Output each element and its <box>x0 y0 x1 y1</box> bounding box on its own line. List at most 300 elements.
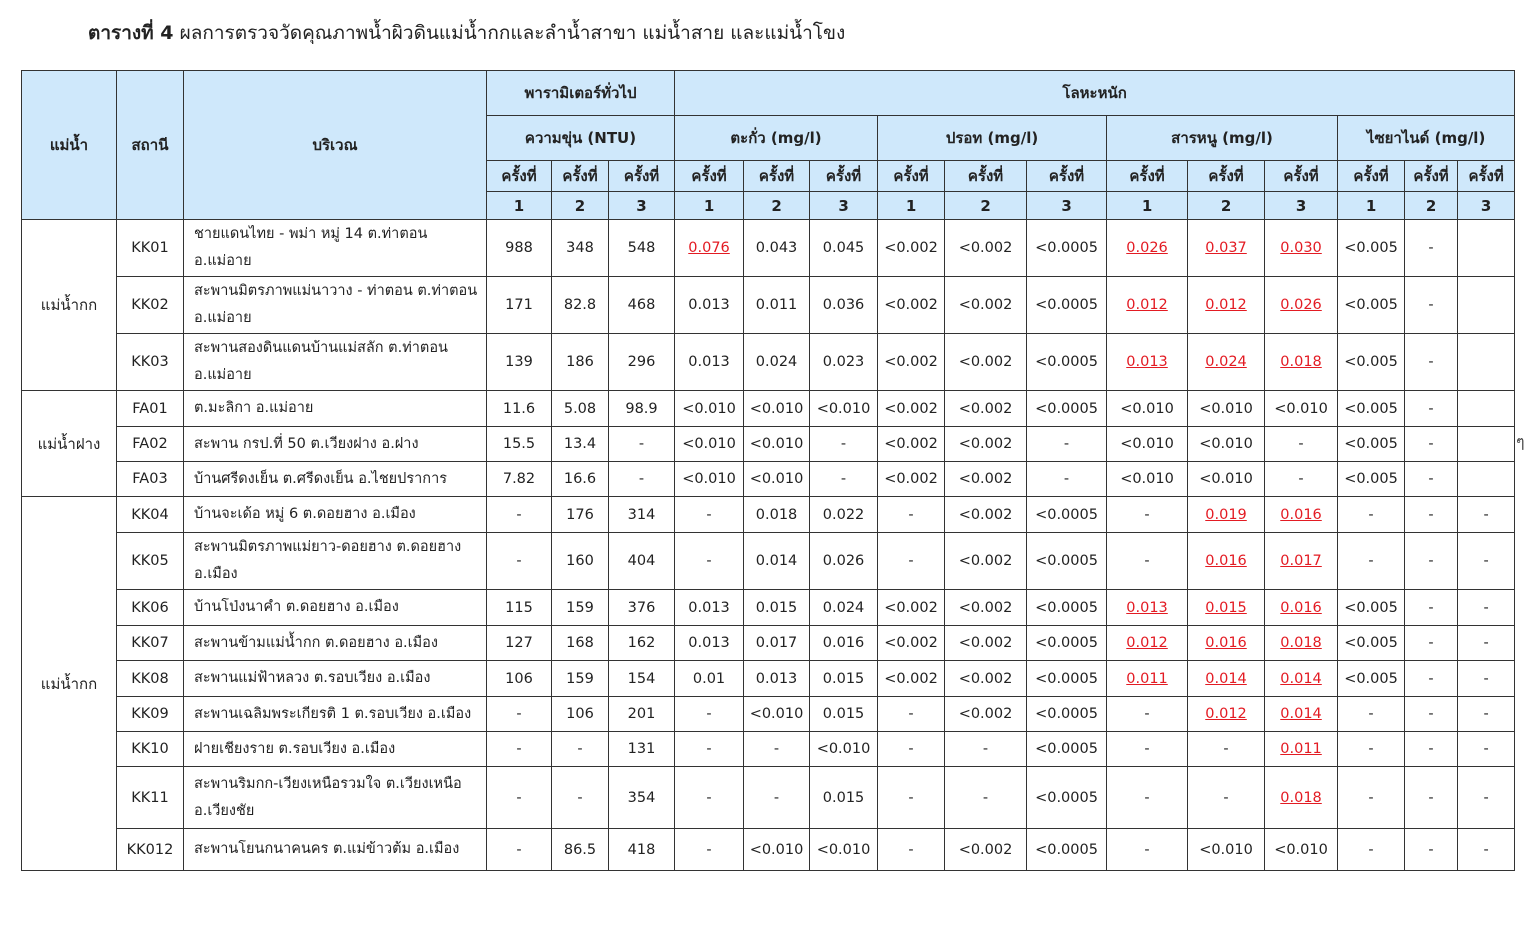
station-cell: KK03 <box>117 334 184 391</box>
header-heavy-metals: โลหะหนัก <box>675 71 1515 116</box>
value-cell: 0.024 <box>810 590 878 626</box>
value-cell: - <box>1107 732 1188 767</box>
caption-text: ผลการตรวจวัดคุณภาพน้ำผิวดินแม่น้ำกกและลำน้ำสาขา แม่น้ำสาย และแม่น้ำโขง <box>179 22 846 44</box>
value-cell: 176 <box>552 497 609 533</box>
value-cell: 0.017 <box>744 626 810 661</box>
table-row <box>22 533 1515 590</box>
round-label: ครั้งที่ <box>1027 161 1107 192</box>
table-row <box>22 626 1515 661</box>
value-cell: - <box>945 732 1027 767</box>
station-cell: KK10 <box>117 732 184 767</box>
value-cell: <0.002 <box>945 533 1027 590</box>
value-cell: 98.9 <box>609 391 675 427</box>
exceeding-value: 0.018 <box>1280 789 1322 806</box>
value-cell: <0.002 <box>945 277 1027 334</box>
value-cell: <0.0005 <box>1027 334 1107 391</box>
value-cell: - <box>1027 462 1107 497</box>
round-number: 1 <box>675 192 744 220</box>
round-number: 2 <box>552 192 609 220</box>
value-cell: 348 <box>552 220 609 277</box>
value-cell: - <box>1405 661 1458 697</box>
value-cell: - <box>1107 767 1188 829</box>
value-cell: - <box>1458 767 1515 829</box>
value-cell: <0.0005 <box>1027 829 1107 871</box>
value-cell: <0.0005 <box>1027 767 1107 829</box>
results-table <box>21 70 1515 871</box>
area-cell: ต.มะลิกา อ.แม่อาย <box>184 391 487 427</box>
value-cell: 0.013 <box>675 334 744 391</box>
value-cell: 11.6 <box>487 391 552 427</box>
value-cell: <0.0005 <box>1027 661 1107 697</box>
value-cell: <0.002 <box>945 626 1027 661</box>
value-cell: 0.026 <box>810 533 878 590</box>
value-cell: - <box>1458 661 1515 697</box>
round-number: 2 <box>945 192 1027 220</box>
value-cell: 127 <box>487 626 552 661</box>
value-cell: <0.002 <box>878 334 945 391</box>
value-cell: <0.002 <box>945 462 1027 497</box>
round-label: ครั้งที่ <box>1405 161 1458 192</box>
value-cell: 0.015 <box>810 697 878 732</box>
value-cell-exceeding <box>1265 590 1338 626</box>
value-cell: 0.022 <box>810 497 878 533</box>
value-cell-exceeding <box>1188 697 1265 732</box>
value-cell: <0.002 <box>878 462 945 497</box>
value-cell: <0.002 <box>945 334 1027 391</box>
value-cell: - <box>675 697 744 732</box>
value-cell: 376 <box>609 590 675 626</box>
round-number: 3 <box>1458 192 1515 220</box>
value-cell: 0.015 <box>744 590 810 626</box>
value-cell: - <box>675 767 744 829</box>
value-cell: <0.002 <box>878 220 945 277</box>
value-cell-exceeding <box>1107 277 1188 334</box>
table-row <box>22 697 1515 732</box>
value-cell: - <box>609 462 675 497</box>
value-cell: - <box>1405 590 1458 626</box>
round-number: 3 <box>1265 192 1338 220</box>
table-row <box>22 497 1515 533</box>
value-cell: <0.010 <box>1107 427 1188 462</box>
value-cell-exceeding <box>1265 767 1338 829</box>
station-cell: FA02 <box>117 427 184 462</box>
value-cell: <0.002 <box>945 829 1027 871</box>
exceeding-value: 0.017 <box>1280 553 1322 569</box>
value-cell: <0.002 <box>945 497 1027 533</box>
area-cell: สะพานข้ามแม่น้ำกก ต.ดอยฮาง อ.เมือง <box>184 626 487 661</box>
exceeding-value: 0.037 <box>1205 240 1247 256</box>
value-cell: <0.002 <box>878 277 945 334</box>
value-cell-exceeding <box>1107 590 1188 626</box>
value-cell: <0.010 <box>1107 391 1188 427</box>
station-cell: KK02 <box>117 277 184 334</box>
exceeding-value: 0.016 <box>1205 635 1247 651</box>
value-cell-exceeding <box>1188 661 1265 697</box>
value-cell: - <box>878 533 945 590</box>
value-cell: <0.002 <box>945 220 1027 277</box>
value-cell: <0.010 <box>1188 427 1265 462</box>
value-cell: 418 <box>609 829 675 871</box>
value-cell <box>1458 334 1515 391</box>
value-cell: - <box>487 767 552 829</box>
value-cell: 0.015 <box>810 661 878 697</box>
table-row <box>22 661 1515 697</box>
exceeding-value: 0.014 <box>1280 706 1322 722</box>
area-cell: บ้านจะเด้อ หมู่ 6 ต.ดอยฮาง อ.เมือง <box>184 497 487 533</box>
value-cell-exceeding <box>1265 626 1338 661</box>
round-label: ครั้งที่ <box>1188 161 1265 192</box>
header-river: แม่น้ำ <box>22 71 117 220</box>
area-cell: บ้านโป่งนาคำ ต.ดอยฮาง อ.เมือง <box>184 590 487 626</box>
value-cell: 0.043 <box>744 220 810 277</box>
value-cell: - <box>1027 427 1107 462</box>
value-cell: <0.010 <box>675 427 744 462</box>
value-cell: <0.005 <box>1338 427 1405 462</box>
value-cell: - <box>744 732 810 767</box>
exceeding-value: 0.018 <box>1280 354 1322 370</box>
value-cell-exceeding <box>1107 626 1188 661</box>
round-label: ครั้งที่ <box>552 161 609 192</box>
round-label: ครั้งที่ <box>1265 161 1338 192</box>
station-cell: KK07 <box>117 626 184 661</box>
value-cell <box>1458 427 1515 462</box>
value-cell: <0.010 <box>744 697 810 732</box>
side-mark: ๆ <box>1516 432 1525 451</box>
value-cell: <0.010 <box>1107 462 1188 497</box>
value-cell: 0.014 <box>744 533 810 590</box>
table-body <box>22 220 1515 871</box>
value-cell: <0.002 <box>945 427 1027 462</box>
value-cell-exceeding <box>1188 533 1265 590</box>
value-cell: 159 <box>552 661 609 697</box>
value-cell: 171 <box>487 277 552 334</box>
value-cell: - <box>1107 533 1188 590</box>
value-cell: <0.0005 <box>1027 533 1107 590</box>
table-caption <box>88 18 845 48</box>
value-cell-exceeding <box>1265 533 1338 590</box>
value-cell: 548 <box>609 220 675 277</box>
value-cell <box>1458 462 1515 497</box>
value-cell: 0.036 <box>810 277 878 334</box>
area-cell: สะพานโยนกนาคนคร ต.แม่ข้าวต้ม อ.เมือง <box>184 829 487 871</box>
round-number: 3 <box>810 192 878 220</box>
value-cell: - <box>675 732 744 767</box>
area-cell: สะพานสองดินแดนบ้านแม่สลัก ต.ท่าตอน อ.แม่อาย <box>184 334 487 391</box>
value-cell: 168 <box>552 626 609 661</box>
value-cell: - <box>1405 391 1458 427</box>
round-number: 2 <box>744 192 810 220</box>
area-cell: สะพานเฉลิมพระเกียรติ 1 ต.รอบเวียง อ.เมือง <box>184 697 487 732</box>
value-cell: - <box>1338 732 1405 767</box>
value-cell: <0.002 <box>878 626 945 661</box>
header-area: บริเวณ <box>184 71 487 220</box>
value-cell: - <box>487 497 552 533</box>
value-cell: <0.0005 <box>1027 497 1107 533</box>
table-row <box>22 334 1515 391</box>
exceeding-value: 0.011 <box>1126 670 1168 687</box>
value-cell: <0.010 <box>810 391 878 427</box>
exceeding-value: 0.012 <box>1205 706 1247 722</box>
value-cell: 988 <box>487 220 552 277</box>
value-cell: - <box>1338 497 1405 533</box>
value-cell-exceeding <box>1265 220 1338 277</box>
area-cell: สะพานแม่ฟ้าหลวง ต.รอบเวียง อ.เมือง <box>184 661 487 697</box>
value-cell: <0.0005 <box>1027 590 1107 626</box>
exceeding-value: 0.016 <box>1280 599 1322 616</box>
exceeding-value: 0.015 <box>1205 599 1247 616</box>
value-cell: - <box>1338 767 1405 829</box>
value-cell: <0.005 <box>1338 220 1405 277</box>
header-lead: ตะกั่ว (mg/l) <box>675 116 878 161</box>
value-cell: - <box>552 767 609 829</box>
area-cell: สะพานมิตรภาพแม่ยาว-ดอยฮาง ต.ดอยฮาง อ.เมือง <box>184 533 487 590</box>
value-cell: <0.010 <box>744 427 810 462</box>
value-cell: 5.08 <box>552 391 609 427</box>
value-cell-exceeding <box>1265 277 1338 334</box>
value-cell: - <box>1405 497 1458 533</box>
value-cell: - <box>810 427 878 462</box>
value-cell: - <box>1458 829 1515 871</box>
value-cell-exceeding <box>1265 697 1338 732</box>
value-cell: - <box>1188 732 1265 767</box>
value-cell-exceeding <box>675 220 744 277</box>
area-cell: สะพานมิตรภาพแม่นาวาง - ท่าตอน ต.ท่าตอน อ.แม่อาย <box>184 277 487 334</box>
station-cell: KK06 <box>117 590 184 626</box>
station-cell: KK05 <box>117 533 184 590</box>
exceeding-value: 0.011 <box>1280 741 1322 757</box>
value-cell: - <box>878 767 945 829</box>
value-cell: - <box>552 732 609 767</box>
round-label: ครั้งที่ <box>945 161 1027 192</box>
value-cell: - <box>878 697 945 732</box>
value-cell: <0.002 <box>878 590 945 626</box>
value-cell: - <box>1458 497 1515 533</box>
table-header <box>22 71 1515 220</box>
value-cell-exceeding <box>1107 220 1188 277</box>
value-cell: - <box>1265 462 1338 497</box>
value-cell: - <box>878 497 945 533</box>
river-name-cell: แม่น้ำกก <box>22 220 117 391</box>
area-cell: สะพาน กรป.ที่ 50 ต.เวียงฝาง อ.ฝาง <box>184 427 487 462</box>
value-cell: <0.010 <box>675 462 744 497</box>
exceeding-value: 0.030 <box>1280 240 1322 256</box>
value-cell: - <box>487 829 552 871</box>
value-cell: 0.016 <box>810 626 878 661</box>
table-row <box>22 829 1515 871</box>
exceeding-value: 0.019 <box>1205 506 1247 523</box>
value-cell: - <box>810 462 878 497</box>
value-cell: 296 <box>609 334 675 391</box>
value-cell: - <box>675 533 744 590</box>
value-cell: 15.5 <box>487 427 552 462</box>
value-cell: 186 <box>552 334 609 391</box>
value-cell: <0.010 <box>1265 829 1338 871</box>
value-cell <box>1458 391 1515 427</box>
value-cell: <0.002 <box>945 391 1027 427</box>
value-cell: - <box>609 427 675 462</box>
value-cell: - <box>487 533 552 590</box>
value-cell: 0.015 <box>810 767 878 829</box>
value-cell: - <box>1405 220 1458 277</box>
value-cell: <0.002 <box>878 391 945 427</box>
value-cell: <0.005 <box>1338 626 1405 661</box>
value-cell: <0.005 <box>1338 277 1405 334</box>
value-cell: - <box>1338 533 1405 590</box>
value-cell: <0.010 <box>744 462 810 497</box>
exceeding-value: 0.026 <box>1280 297 1322 313</box>
value-cell-exceeding <box>1265 497 1338 533</box>
exceeding-value: 0.012 <box>1126 635 1168 651</box>
value-cell: <0.005 <box>1338 661 1405 697</box>
exceeding-value: 0.016 <box>1205 553 1247 569</box>
value-cell: <0.0005 <box>1027 277 1107 334</box>
value-cell: 0.013 <box>675 277 744 334</box>
value-cell-exceeding <box>1265 334 1338 391</box>
value-cell-exceeding <box>1265 732 1338 767</box>
value-cell: 0.01 <box>675 661 744 697</box>
value-cell: 7.82 <box>487 462 552 497</box>
round-label: ครั้งที่ <box>609 161 675 192</box>
exceeding-value: 0.024 <box>1205 354 1247 370</box>
round-number: 1 <box>878 192 945 220</box>
value-cell: <0.005 <box>1338 391 1405 427</box>
value-cell: <0.010 <box>744 829 810 871</box>
exceeding-value: 0.012 <box>1126 297 1168 313</box>
value-cell: <0.010 <box>1188 829 1265 871</box>
value-cell: 0.011 <box>744 277 810 334</box>
value-cell <box>1458 277 1515 334</box>
value-cell: - <box>1107 829 1188 871</box>
exceeding-value: 0.012 <box>1205 297 1247 313</box>
area-cell: ชายแดนไทย - พม่า หมู่ 14 ต.ท่าตอน อ.แม่อาย <box>184 220 487 277</box>
value-cell: - <box>878 732 945 767</box>
value-cell: - <box>487 697 552 732</box>
value-cell: <0.010 <box>810 732 878 767</box>
value-cell: 159 <box>552 590 609 626</box>
round-number: 1 <box>1338 192 1405 220</box>
value-cell: - <box>1338 697 1405 732</box>
value-cell: - <box>1107 497 1188 533</box>
station-cell: KK09 <box>117 697 184 732</box>
value-cell: <0.0005 <box>1027 220 1107 277</box>
value-cell: 13.4 <box>552 427 609 462</box>
station-cell: KK01 <box>117 220 184 277</box>
value-cell: - <box>945 767 1027 829</box>
header-mercury: ปรอท (mg/l) <box>878 116 1107 161</box>
round-label: ครั้งที่ <box>487 161 552 192</box>
value-cell: 162 <box>609 626 675 661</box>
value-cell: - <box>1405 334 1458 391</box>
value-cell: - <box>1405 533 1458 590</box>
value-cell: - <box>1458 590 1515 626</box>
round-number: 1 <box>487 192 552 220</box>
value-cell: 16.6 <box>552 462 609 497</box>
value-cell: <0.010 <box>675 391 744 427</box>
value-cell: 82.8 <box>552 277 609 334</box>
station-cell: KK04 <box>117 497 184 533</box>
value-cell-exceeding <box>1188 220 1265 277</box>
station-cell: KK012 <box>117 829 184 871</box>
value-cell: <0.002 <box>945 590 1027 626</box>
area-cell: สะพานริมกก-เวียงเหนือรวมใจ ต.เวียงเหนือ อ.เวียงชัย <box>184 767 487 829</box>
value-cell: - <box>1458 697 1515 732</box>
value-cell: <0.010 <box>1188 462 1265 497</box>
exceeding-value: 0.014 <box>1205 670 1247 687</box>
exceeding-value: 0.013 <box>1126 599 1168 616</box>
station-cell: FA01 <box>117 391 184 427</box>
value-cell: 0.024 <box>744 334 810 391</box>
value-cell: - <box>1265 427 1338 462</box>
value-cell: - <box>1458 626 1515 661</box>
value-cell: 160 <box>552 533 609 590</box>
round-label: ครั้งที่ <box>1107 161 1188 192</box>
round-label: ครั้งที่ <box>878 161 945 192</box>
river-name-cell: แม่น้ำกก <box>22 497 117 871</box>
value-cell: 106 <box>552 697 609 732</box>
value-cell: 314 <box>609 497 675 533</box>
header-general-params: พารามิเตอร์ทั่วไป <box>487 71 675 116</box>
value-cell: <0.010 <box>744 391 810 427</box>
round-number: 1 <box>1107 192 1188 220</box>
station-cell: FA03 <box>117 462 184 497</box>
value-cell: <0.010 <box>1188 391 1265 427</box>
value-cell: 115 <box>487 590 552 626</box>
exceeding-value: 0.016 <box>1280 506 1322 523</box>
value-cell: <0.005 <box>1338 462 1405 497</box>
value-cell: 0.013 <box>744 661 810 697</box>
round-number: 2 <box>1405 192 1458 220</box>
value-cell: <0.005 <box>1338 590 1405 626</box>
round-label: ครั้งที่ <box>744 161 810 192</box>
value-cell: <0.0005 <box>1027 626 1107 661</box>
header-turbidity: ความขุ่น (NTU) <box>487 116 675 161</box>
value-cell: - <box>1405 767 1458 829</box>
value-cell: <0.005 <box>1338 334 1405 391</box>
value-cell-exceeding <box>1107 661 1188 697</box>
value-cell: - <box>1405 462 1458 497</box>
value-cell: - <box>1405 697 1458 732</box>
value-cell: <0.010 <box>1265 391 1338 427</box>
round-label: ครั้งที่ <box>675 161 744 192</box>
caption-label: ตารางที่ 4 <box>88 22 174 44</box>
value-cell-exceeding <box>1265 661 1338 697</box>
value-cell-exceeding <box>1188 497 1265 533</box>
value-cell: 0.013 <box>675 590 744 626</box>
value-cell: - <box>878 829 945 871</box>
value-cell: - <box>744 767 810 829</box>
value-cell: - <box>675 497 744 533</box>
header-arsenic: สารหนู (mg/l) <box>1107 116 1338 161</box>
round-number: 2 <box>1188 192 1265 220</box>
table-row <box>22 732 1515 767</box>
value-cell: 154 <box>609 661 675 697</box>
value-cell: - <box>1338 829 1405 871</box>
round-label: ครั้งที่ <box>1458 161 1515 192</box>
value-cell: <0.002 <box>945 697 1027 732</box>
area-cell: บ้านศรีดงเย็น ต.ศรีดงเย็น อ.ไชยปราการ <box>184 462 487 497</box>
station-cell: KK11 <box>117 767 184 829</box>
value-cell: 0.045 <box>810 220 878 277</box>
round-label: ครั้งที่ <box>810 161 878 192</box>
value-cell: 0.018 <box>744 497 810 533</box>
value-cell: 86.5 <box>552 829 609 871</box>
value-cell-exceeding <box>1188 334 1265 391</box>
value-cell: - <box>1405 732 1458 767</box>
value-cell: 404 <box>609 533 675 590</box>
table-row <box>22 427 1515 462</box>
table-row <box>22 590 1515 626</box>
value-cell: - <box>1188 767 1265 829</box>
